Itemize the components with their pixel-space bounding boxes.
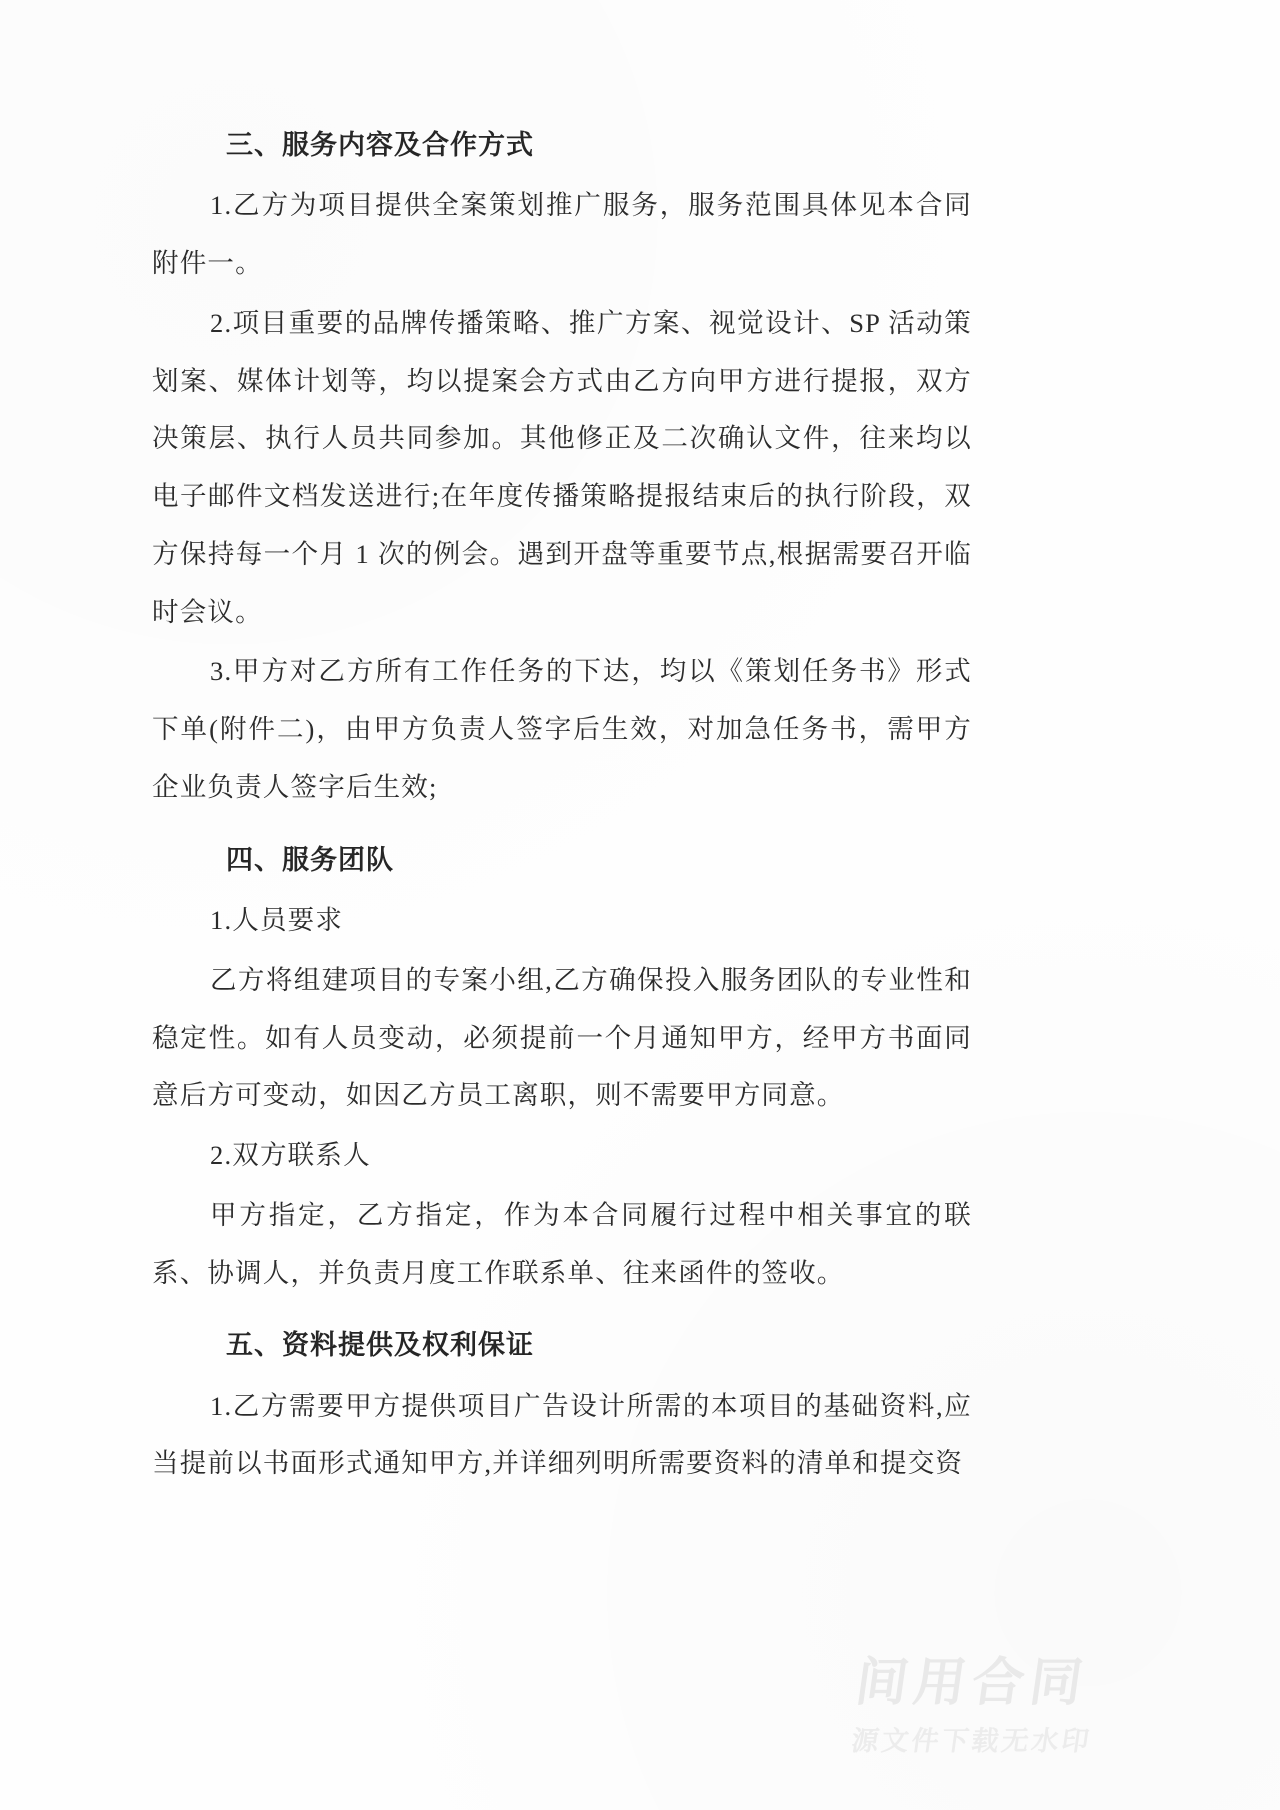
paragraph-3-1: 1.乙方为项目提供全案策划推广服务，服务范围具体见本合同附件一。 xyxy=(152,190,972,279)
watermark-sub-text: 源文件下载无水印 xyxy=(849,1726,1094,1757)
watermark xyxy=(712,1653,1232,1758)
paragraph-3-3: 3.甲方对乙方所有工作任务的下达，均以《策划任务书》形式下单(附件二)，由甲方负责人签字后生效，对加急任务书，需甲方企业负责人签字后生效; xyxy=(152,656,972,802)
section-heading-3: 三、服务内容及合作方式 xyxy=(226,130,534,161)
paragraph-4-3: 2.双方联系人 xyxy=(210,1140,371,1171)
paragraph-3-2: 2.项目重要的品牌传播策略、推广方案、视觉设计、SP 活动策划案、媒体计划等，均以提案会方式由乙方向甲方进行提报，双方决策层、执行人员共同参加。其他修正及二次确认文件，往来均以电子邮件文档发送进行;在年度传播策略提报结束后的执行阶段，双方保持每一个月 1 次的例会。遇到开盘等重要节点,根据需要召开临时会议。 xyxy=(152,307,972,627)
paragraph-5-1: 1.乙方需要甲方提供项目广告设计所需的本项目的基础资料,应当提前以书面形式通知甲方,并详细列明所需要资料的清单和提交资 xyxy=(152,1390,972,1479)
section-heading-4: 四、服务团队 xyxy=(226,844,394,876)
paragraph-4-4: 甲方指定，乙方指定，作为本合同履行过程中相关事宜的联系、协调人，并负责月度工作联系单、往来函件的签收。 xyxy=(152,1199,972,1288)
paragraph-4-1: 1.人员要求 xyxy=(210,905,344,936)
document-body xyxy=(152,120,972,1495)
section-heading-5: 五、资料提供及权利保证 xyxy=(226,1330,534,1362)
paragraph-4-2: 乙方将组建项目的专案小组,乙方确保投入服务团队的专业性和稳定性。如有人员变动，必须提前一个月通知甲方，经甲方书面同意后方可变动，如因乙方员工离职，则不需要甲方同意。 xyxy=(152,964,972,1111)
watermark-main-text: 间用合同 xyxy=(851,1653,1093,1714)
